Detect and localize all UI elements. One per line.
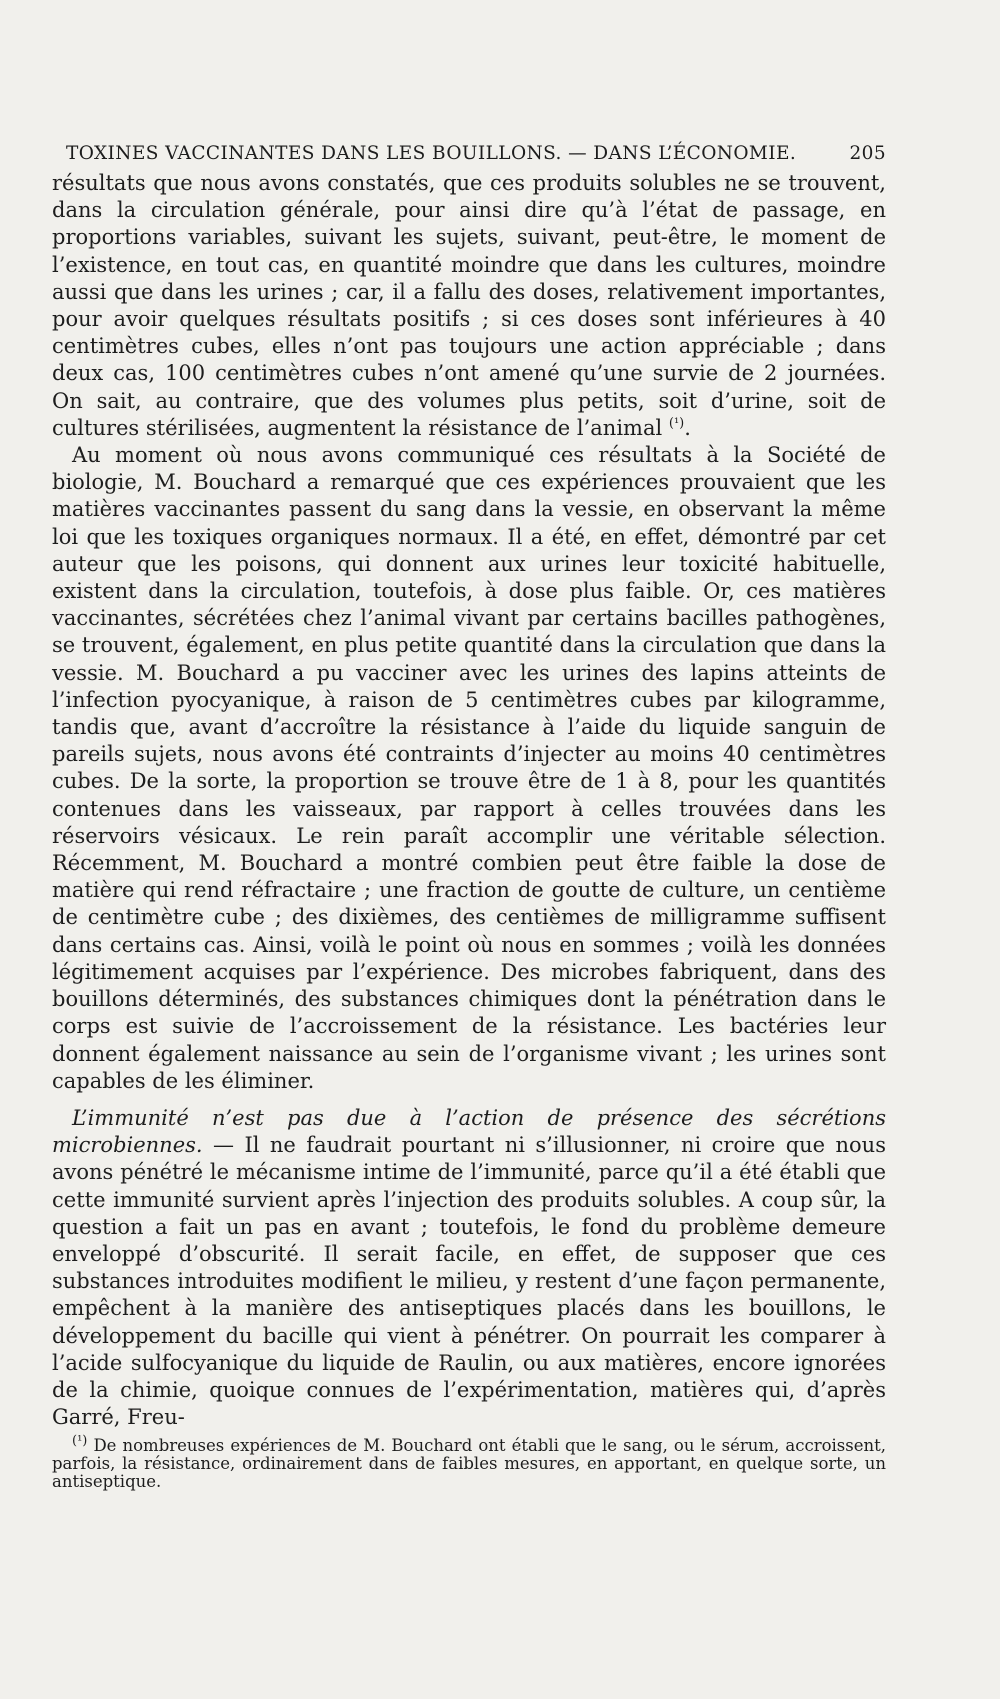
footnote-mark: (¹) <box>72 1433 88 1449</box>
paragraph-2: Au moment où nous avons communiqué ces résultats à la Société de biologie, M. Bouchard a remarqué que ces expériences prouvaient que les matières vaccinantes passent du sang dans la vessie, en observant la même loi que les toxiques organiques normaux. Il a été, en effet, démontré par cet auteur que les poisons, qui donnent aux urines leur toxicité habituelle, existent dans la circulation, toutefois, à dose plus faible. Or, ces matières vaccinantes, sécrétées chez l’animal vivant par certains bacilles pathogènes, se trouvent, également, en plus petite quantité dans la circulation que dans la vessie. M. Bouchard a pu vacciner avec les urines des lapins atteints de l’infection pyocyanique, à raison de 5 centimètres cubes par kilogramme, tandis que, avant d’accroître la résistance à l’aide du liquide sanguin de pareils sujets, nous avons été contraints d’injecter au moins 40 centimètres cubes. De la sorte, la proportion se trouve être de 1 à 8, pour les quantités contenues dans les vaisseaux, par rapport à celles trouvées dans les réservoirs vésicaux. Le rein paraît accomplir une véritable sélection. Récemment, M. Bouchard a montré combien peut être faible la dose de matière qui rend réfractaire ; une fraction de goutte de culture, un centième de centimètre cube ; des dixièmes, des centièmes de milligramme suffisent dans certains cas. Ainsi, voilà le point où nous en sommes ; voilà les données légitimement acquises par l’expérience. Des microbes fabriquent, dans des bouillons déterminés, des substances chimiques dont la pénétration dans le corps est suivie de l’accroissement de la résistance. Les bactéries leur donnent également naissance au sein de l’organisme vivant ; les urines sont capables de les éliminer. <box>52 443 886 1093</box>
body-text <box>52 170 886 1431</box>
book-page <box>52 140 886 1491</box>
paragraph-1 <box>52 170 886 442</box>
running-head-title: TOXINES VACCINANTES DANS LES BOUILLONS. — DANS L’ÉCONOMIE. <box>66 143 797 164</box>
footnote-reference: (¹) <box>668 415 685 431</box>
section-heading: L’immunité n’est pas due à l’action de présence des sécrétions microbiennes. <box>52 1105 886 1158</box>
paragraph-1-text: résultats que nous avons constatés, que ces produits solubles ne se trouvent, dans la circulation générale, pour ainsi dire qu’à l’état de passage, en proportions variables, suivant les sujets, suivant, peut-être, le moment de l’existence, en tout cas, en quantité moindre que dans les cultures, moindre aussi que dans les urines ; car, il a fallu des doses, relativement importantes, pour avoir quelques résultats positifs ; si ces doses sont inférieures à 40 centimètres cubes, elles n’ont pas toujours une action appréciable ; dans deux cas, 100 centimètres cubes n’ont amené qu’une survie de 2 journées. On sait, au contraire, que des volumes plus petits, soit d’urine, soit de cultures stérilisées, augmentent la résistance de l’animal <box>52 171 886 440</box>
paragraph-1-tail: . <box>684 415 691 440</box>
paragraph-3-text: — Il ne faudrait pourtant ni s’illusionner, ni croire que nous avons pénétré le mécanisme intime de l’immunité, parce qu’il a été établi que cette immunité survient après l’injection des produits solubles. A coup sûr, la question a fait un pas en avant ; toutefois, le fond du problème demeure enveloppé d’obscurité. Il serait facile, en effet, de supposer que ces substances introduites modifient le milieu, y restent d’une façon permanente, empêchent à la manière des antiseptiques placés dans les bouillons, le développement du bacille qui vient à pénétrer. On pourrait les comparer à l’acide sulfocyanique du liquide de Raulin, ou aux matières, encore ignorées de la chimie, quoique connues de l’expérimentation, matières qui, d’après Garré, Freu- <box>52 1133 886 1430</box>
page-number: 205 <box>849 143 886 164</box>
footnote <box>52 1433 886 1492</box>
paragraph-3 <box>52 1105 886 1431</box>
footnote-text: De nombreuses expériences de M. Bouchard ont établi que le sang, ou le sérum, accroissent, parfois, la résistance, ordinairement dans de faibles mesures, en apportant, en quelque sorte, un antiseptique. <box>52 1436 886 1492</box>
running-head <box>52 140 886 168</box>
